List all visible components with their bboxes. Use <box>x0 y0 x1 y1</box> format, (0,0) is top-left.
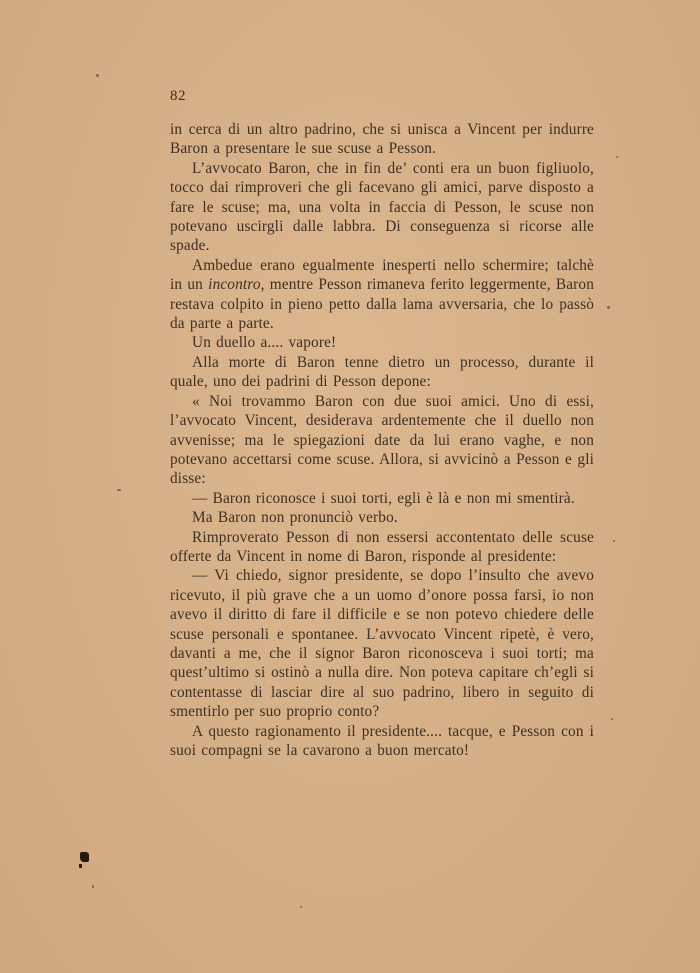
paragraph <box>170 392 594 489</box>
paper-speck <box>607 306 610 309</box>
ink-blot <box>80 852 89 862</box>
text-run: Ma Baron non pronunciò verbo. <box>192 509 398 527</box>
text-run: — Baron riconosce i suoi torti, egli è là e non mi smentirà. <box>192 489 575 507</box>
paper-speck <box>613 540 615 542</box>
text-run: Un duello a.... vapore! <box>192 334 337 352</box>
text-run: Alla morte di Baron tenne dietro un processo, durante il quale, uno dei padrini di Pesson depone: <box>170 353 594 391</box>
paragraph <box>170 120 594 159</box>
italic-text-run: incontro <box>208 276 261 294</box>
text-run: A questo ragionamento il presidente.... tacque, e Pesson con i suoi compagni se la cavarono a buon mercato! <box>170 722 594 759</box>
paper-speck <box>616 156 618 158</box>
paragraph <box>170 528 594 567</box>
page-number: 82 <box>170 88 186 104</box>
paragraph <box>170 256 594 334</box>
paragraph <box>170 353 594 392</box>
paper-speck <box>92 885 94 888</box>
text-run: in cerca di un altro padrino, che si unisca a Vincent per indurre Baron a presentare le sue scuse a Pesson. <box>170 121 594 158</box>
text-run: Ambedue erano egualmente inesperti nello schermire; talchè in un <box>170 256 594 294</box>
paragraph <box>170 159 594 256</box>
text-run: Rimproverato Pesson di non essersi accontentato delle scuse offerte da Vincent in nome di Baron, risponde al presidente: <box>170 528 594 565</box>
paper-speck <box>611 718 613 720</box>
paragraph <box>170 722 594 761</box>
paper-speck <box>96 74 99 77</box>
paper-speck <box>117 489 121 491</box>
text-run: — Vi chiedo, signor presidente, se dopo l’insulto che avevo ricevuto, il più grave che a un uomo d’onore possa farsi, io non avevo il diritto di fare il difficile e se non potevo chiedere delle scuse personali e spontanee. L’avvocato Vincent ripetè, è vero, davanti a me, che il signor Baron riconosceva i suoi torti; ma quest’ultimo si ostinò a nulla dire. Non poteva capitare ch’egli si contentasse di lasciar dire al suo padrino, libero in seguito di smentirlo per suo proprio conto? <box>170 567 594 721</box>
paragraph <box>170 489 594 508</box>
paper-speck <box>300 906 302 908</box>
text-run: , mentre Pesson rimaneva ferito leggermente, Baron restava colpito in pieno petto dalla lama avversaria, che lo passò da parte a parte. <box>170 276 594 333</box>
paragraph <box>170 333 594 352</box>
text-block <box>170 120 594 760</box>
text-run: L’avvocato Baron, che in fin de’ conti era un buon figliuolo, tocco dai rimproveri che gli facevano gli amici, parve disposto a fare le scuse; ma, una volta in faccia di Pesson, le scuse non potevano uscirgli dalle labbra. Di conseguenza si ricorse alle spade. <box>170 159 594 255</box>
text-run: « Noi trovammo Baron con due suoi amici. Uno di essi, l’avvocato Vincent, desiderava ardentemente che il duello non avvenisse; ma le spiegazioni date da lui erano vaghe, e non potevano accettarsi come scuse. Allora, si avvicinò a Pesson e gli disse: <box>170 392 594 488</box>
paragraph <box>170 508 594 527</box>
paragraph <box>170 566 594 721</box>
